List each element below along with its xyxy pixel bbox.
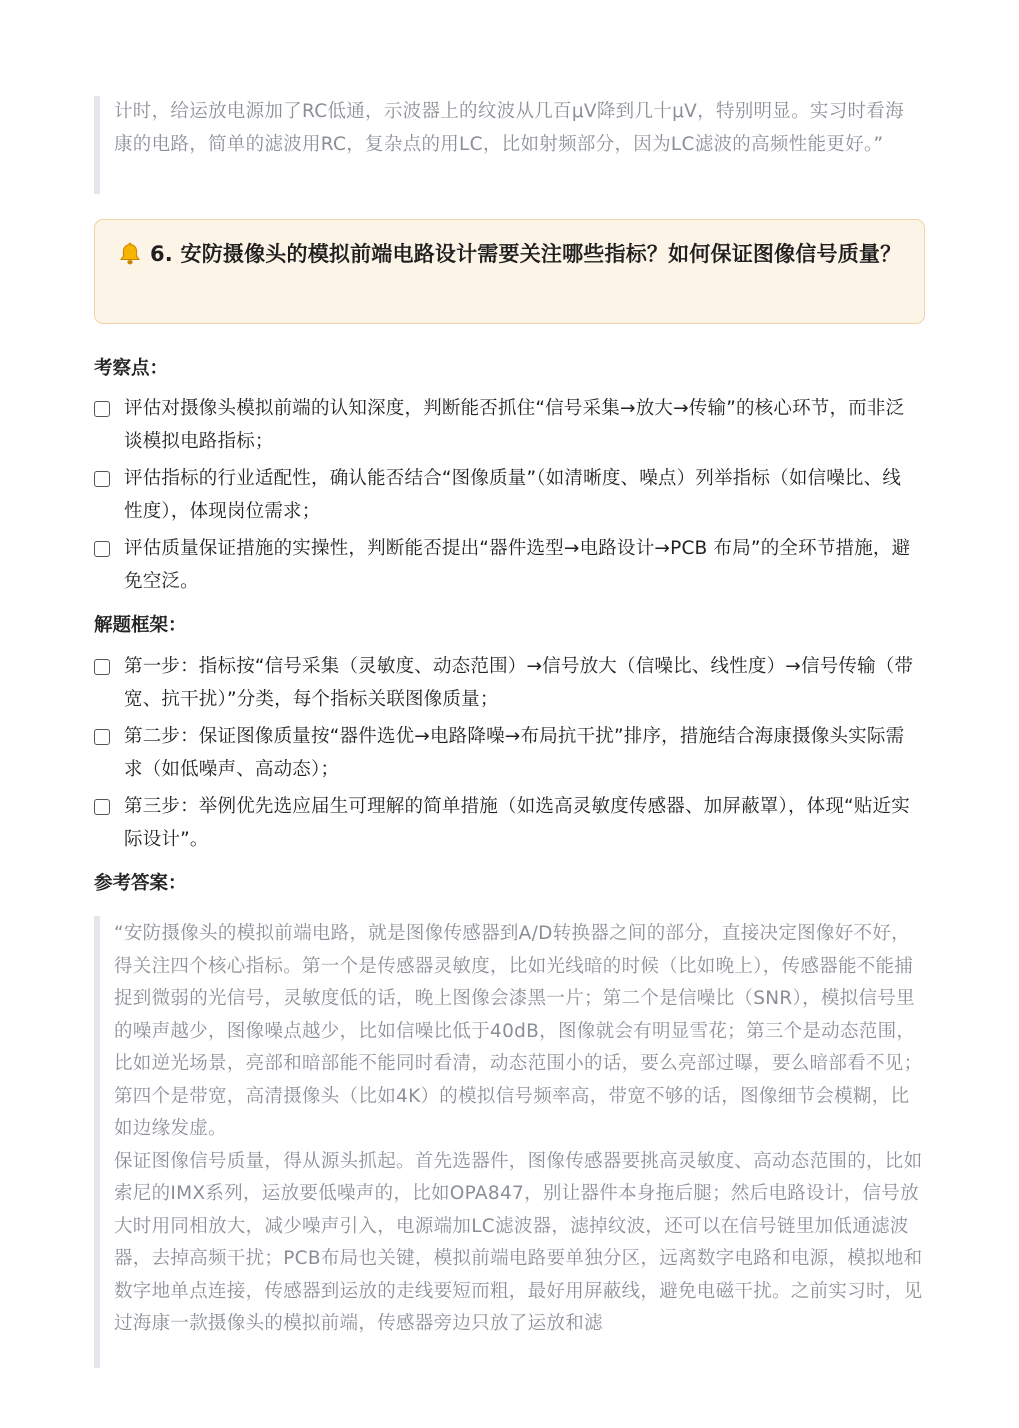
question-title: 6. 安防摄像头的模拟前端电路设计需要关注哪些指标？如何保证图像信号质量？ bbox=[150, 242, 902, 266]
answer-blockquote bbox=[94, 916, 926, 1368]
checklist-item bbox=[94, 651, 914, 716]
checkbox[interactable] bbox=[94, 729, 110, 745]
checklist-item bbox=[94, 533, 914, 598]
checkbox[interactable] bbox=[94, 541, 110, 557]
bell-icon bbox=[117, 241, 143, 267]
framework-list bbox=[94, 651, 914, 861]
answer-paragraph: “安防摄像头的模拟前端电路，就是图像传感器到A/D转换器之间的部分，直接决定图像好不好，得关注四个核心指标。第一个是传感器灵敏度，比如光线暗的时候（比如晚上），传感器能不能捕捉到微弱的光信号，灵敏度低的话，晚上图像会漆黑一片；第二个是信噪比（SNR），模拟信号里的噪声越少，图像噪点越少，比如信噪比低于40dB，图像就会有明显雪花；第三个是动态范围，比如逆光场景，亮部和暗部能不能同时看清，动态范围小的话，要么亮部过曝，要么暗部看不见；第四个是带宽，高清摄像头（比如4K）的模拟信号频率高，带宽不够的话，图像细节会模糊，比如边缘发虚。 bbox=[114, 923, 923, 1139]
checkbox[interactable] bbox=[94, 471, 110, 487]
exam-points-label: 考察点： bbox=[94, 358, 169, 379]
answer-paragraph: 保证图像信号质量，得从源头抓起。首先选器件，图像传感器要挑高灵敏度、高动态范围的，比如索尼的IMX系列，运放要低噪声的，比如OPA847，别让器件本身拖后腿；然后电路设计，信号放大时用同相放大，减少噪声引入，电源端加LC滤波器，滤掉纹波，还可以在信号链里加低通滤波器，去掉高频干扰；PCB布局也关键，模拟前端电路要单独分区，远离数字电路和电源，模拟地和数字地单点连接，传感器到运放的走线要短而粗，最好用屏蔽线，避免电磁干扰。之前实习时，见过海康一款摄像头的模拟前端，传感器旁边只放了运放和滤 bbox=[114, 1150, 923, 1334]
checklist-item bbox=[94, 721, 914, 786]
checkbox[interactable] bbox=[94, 401, 110, 417]
answer-label: 参考答案： bbox=[94, 873, 187, 894]
checklist-item-text: 第二步：保证图像质量按“器件选优→电路降噪→布局抗干扰”排序，措施结合海康摄像头实际需求（如低噪声、高动态）； bbox=[124, 726, 905, 780]
exam-points-list bbox=[94, 393, 914, 603]
checkbox[interactable] bbox=[94, 799, 110, 815]
checklist-item-text: 第一步：指标按“信号采集（灵敏度、动态范围）→信号放大（信噪比、线性度）→信号传输（带宽、抗干扰）”分类，每个指标关联图像质量； bbox=[124, 656, 914, 710]
top-quote-text: 计时，给运放电源加了RC低通，示波器上的纹波从几百μV降到几十μV，特别明显。实习时看海康的电路，简单的滤波用RC，复杂点的用LC，比如射频部分，因为LC滤波的高频性能更好。” bbox=[114, 101, 904, 155]
checklist-item bbox=[94, 393, 914, 458]
checklist-item-text: 第三步：举例优先选应届生可理解的简单措施（如选高灵敏度传感器、加屏蔽罩），体现“贴近实际设计”。 bbox=[124, 796, 910, 850]
checklist-item bbox=[94, 463, 914, 528]
checklist-item bbox=[94, 791, 914, 856]
checklist-item-text: 评估质量保证措施的实操性，判断能否提出“器件选型→电路设计→PCB 布局”的全环节措施，避免空泛。 bbox=[124, 538, 911, 592]
question-callout bbox=[94, 219, 925, 324]
top-blockquote bbox=[94, 96, 910, 194]
checklist-item-text: 评估指标的行业适配性，确认能否结合“图像质量”（如清晰度、噪点）列举指标（如信噪比、线性度），体现岗位需求； bbox=[124, 468, 902, 522]
checkbox[interactable] bbox=[94, 659, 110, 675]
checklist-item-text: 评估对摄像头模拟前端的认知深度，判断能否抓住“信号采集→放大→传输”的核心环节，而非泛谈模拟电路指标； bbox=[124, 398, 905, 452]
framework-label: 解题框架： bbox=[94, 615, 187, 636]
